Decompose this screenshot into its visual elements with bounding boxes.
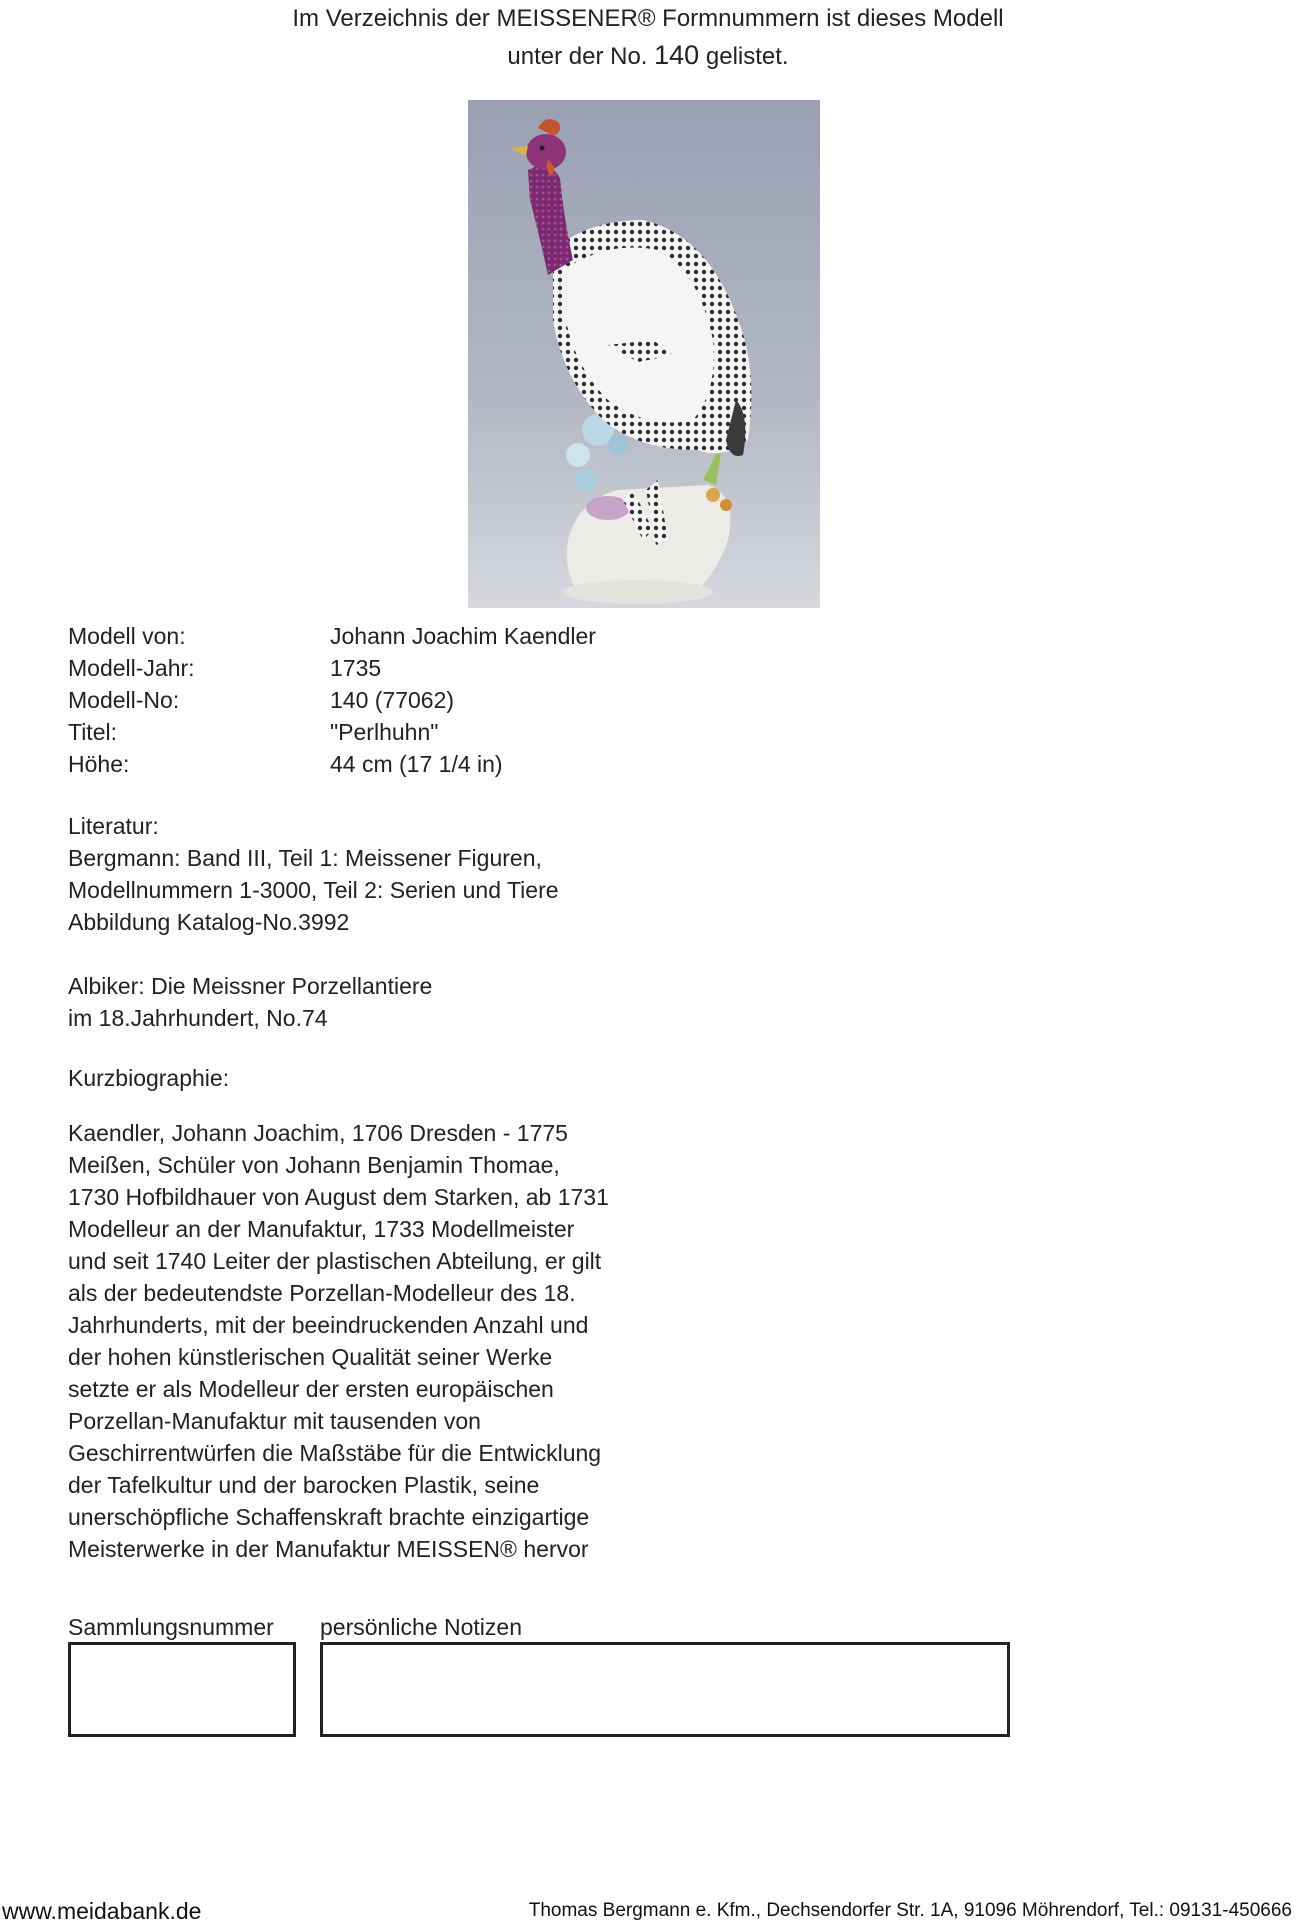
biography-text xyxy=(68,1117,668,1565)
literature-heading: Literatur: xyxy=(68,813,159,839)
header-prefix: unter der No. xyxy=(507,43,648,70)
biography-line: Meißen, Schüler von Johann Benjamin Thomae, xyxy=(68,1152,560,1178)
biography-line: Modelleur an der Manufaktur, 1733 Modellmeister xyxy=(68,1216,575,1242)
figure-photo xyxy=(468,100,820,608)
spec-row-author xyxy=(68,620,668,652)
literature-reference-2 xyxy=(68,970,688,1034)
spec-value: "Perlhuhn" xyxy=(330,719,439,745)
biography-line: der Tafelkultur und der barocken Plastik, seine xyxy=(68,1472,540,1498)
literature-line: im 18.Jahrhundert, No.74 xyxy=(68,1005,328,1031)
collection-number-field[interactable] xyxy=(68,1642,296,1737)
spec-value: Johann Joachim Kaendler xyxy=(330,623,596,649)
biography-line: unerschöpfliche Schaffenskraft brachte einzigartige xyxy=(68,1504,590,1530)
spec-row-year xyxy=(68,652,668,684)
spec-row-model-no xyxy=(68,684,668,716)
biography-heading: Kurzbiographie: xyxy=(68,1065,230,1091)
model-number-highlight: 140 xyxy=(654,40,700,70)
spec-label: Modell-No: xyxy=(68,687,180,713)
literature-line: Albiker: Die Meissner Porzellantiere xyxy=(68,973,433,999)
spec-value: 1735 xyxy=(330,655,382,681)
literature-line: Modellnummern 1-3000, Teil 2: Serien und Tiere xyxy=(68,877,559,903)
literature-line: Bergmann: Band III, Teil 1: Meissener Figuren, xyxy=(68,845,542,871)
header-line-2 xyxy=(0,37,1296,75)
biography-line: Geschirrentwürfen die Maßstäbe für die Entwicklung xyxy=(68,1440,602,1466)
biography-line: Jahrhunderts, mit der beeindruckenden Anzahl und xyxy=(68,1312,589,1338)
model-specs xyxy=(68,620,668,780)
literature-reference-1 xyxy=(68,842,688,938)
biography-line: Porzellan-Manufaktur mit tausenden von xyxy=(68,1408,481,1434)
biography-line: 1730 Hofbildhauer von August dem Starken, ab 1731 xyxy=(68,1184,609,1210)
literature-line: Abbildung Katalog-No.3992 xyxy=(68,909,350,935)
header-suffix: gelistet. xyxy=(705,43,789,70)
spec-row-height xyxy=(68,748,668,780)
collection-number-label: Sammlungsnummer xyxy=(68,1614,274,1640)
personal-notes-field[interactable] xyxy=(320,1642,1010,1737)
biography-line: und seit 1740 Leiter der plastischen Abteilung, er gilt xyxy=(68,1248,602,1274)
spec-label: Titel: xyxy=(68,719,117,745)
website-link[interactable]: www.meidabank.de xyxy=(2,1898,202,1924)
biography-line: Kaendler, Johann Joachim, 1706 Dresden - 1775 xyxy=(68,1120,568,1146)
spec-label: Modell-Jahr: xyxy=(68,655,195,681)
spec-row-title xyxy=(68,716,668,748)
biography-line: als der bedeutendste Porzellan-Modelleur des 18. xyxy=(68,1280,576,1306)
guinea-fowl-figure-image xyxy=(468,100,820,608)
spec-label: Modell von: xyxy=(68,623,186,649)
biography-line: Meisterwerke in der Manufaktur MEISSEN® hervor xyxy=(68,1536,589,1562)
spec-value: 44 cm (17 1/4 in) xyxy=(330,751,503,777)
spec-label: Höhe: xyxy=(68,751,130,777)
header-line-1: Im Verzeichnis der MEISSENER® Formnummern ist dieses Modell xyxy=(292,5,1004,32)
notes-label: persönliche Notizen xyxy=(320,1614,523,1640)
biography-line: der hohen künstlerischen Qualität seiner Werke xyxy=(68,1344,553,1370)
biography-line: setzte er als Modelleur der ersten europäischen xyxy=(68,1376,554,1402)
spec-value: 140 (77062) xyxy=(330,687,455,713)
footer-address: Thomas Bergmann e. Kfm., Dechsendorfer Str. 1A, 91096 Möhrendorf, Tel.: 09131-450666 xyxy=(528,1900,1292,1921)
